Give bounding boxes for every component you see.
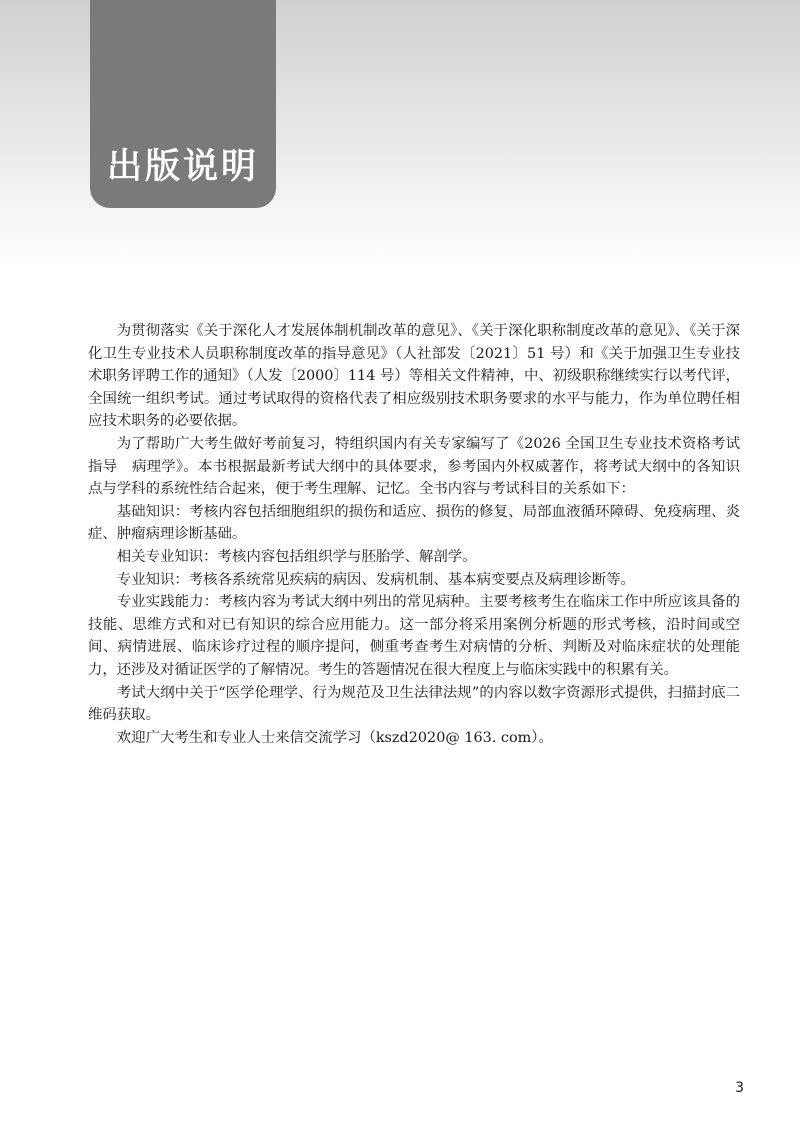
paragraph-digital-resources: 考试大纲中关于“医学伦理学、行为规范及卫生法律法规”的内容以数字资源形式提供，扫描封底二维码获取。 [88, 684, 740, 724]
paragraph-intro: 为贯彻落实《关于深化人才发展体制机制改革的意见》、《关于深化职称制度改革的意见》、《关于深化卫生专业技术人员职称制度改革的指导意见》（人社部发〔2021〕51 号）和《关于加强卫生专业技术职务评聘工作的通知》（人发〔2000〕114 号）等相关文件精神，中、初级职称继续实行以考代评，全国统一组织考试。通过考试取得的资格代表了相应级别技术职务要求的水平与能力，作为单位聘任相应技术职务的必要依据。 [88, 323, 740, 430]
paragraph-practice-ability: 专业实践能力：考核内容为考试大纲中列出的常见病种。主要考核考生在临床工作中所应该具备的技能、思维方式和对已有知识的综合应用能力。这一部分将采用案例分析题的形式考核，沿时间或空间、病情进展、临床诊疗过程的顺序提问，侧重考查考生对病情的分析、判断及对临床症状的处理能力，还涉及对循证医学的了解情况。考生的答题情况在很大程度上与临床实践中的积累有关。 [88, 594, 740, 678]
page-title: 出版说明 [106, 147, 259, 187]
paragraph-professional-knowledge: 专业知识：考核各系统常见疾病的病因、发病机制、基本病变要点及病理诊断等。 [116, 571, 635, 588]
page-number: 3 [735, 1080, 744, 1096]
paragraph-related-knowledge: 相关专业知识：考核内容包括组织学与胚胎学、解剖学。 [116, 548, 477, 565]
paragraph-basic-knowledge: 基础知识：考核内容包括细胞组织的损伤和适应、损伤的修复、局部血液循环障碍、免疫病理、炎症、肿瘤病理诊断基础。 [88, 503, 740, 543]
paragraph-purpose: 为了帮助广大考生做好考前复习，特组织国内有关专家编写了《2026 全国卫生专业技术资格考试指导 病理学》。本书根据最新考试大纲中的具体要求，参考国内外权威著作，将考试大纲中的各知识点与学科的系统性结合起来，便于考生理解、记忆。全书内容与考试科目的关系如下： [88, 435, 740, 498]
section-title-tab [90, 0, 276, 208]
paragraph-contact: 欢迎广大考生和专业人士来信交流学习（kszd2020@ 163. com）。 [116, 729, 553, 746]
body-text [88, 320, 740, 749]
